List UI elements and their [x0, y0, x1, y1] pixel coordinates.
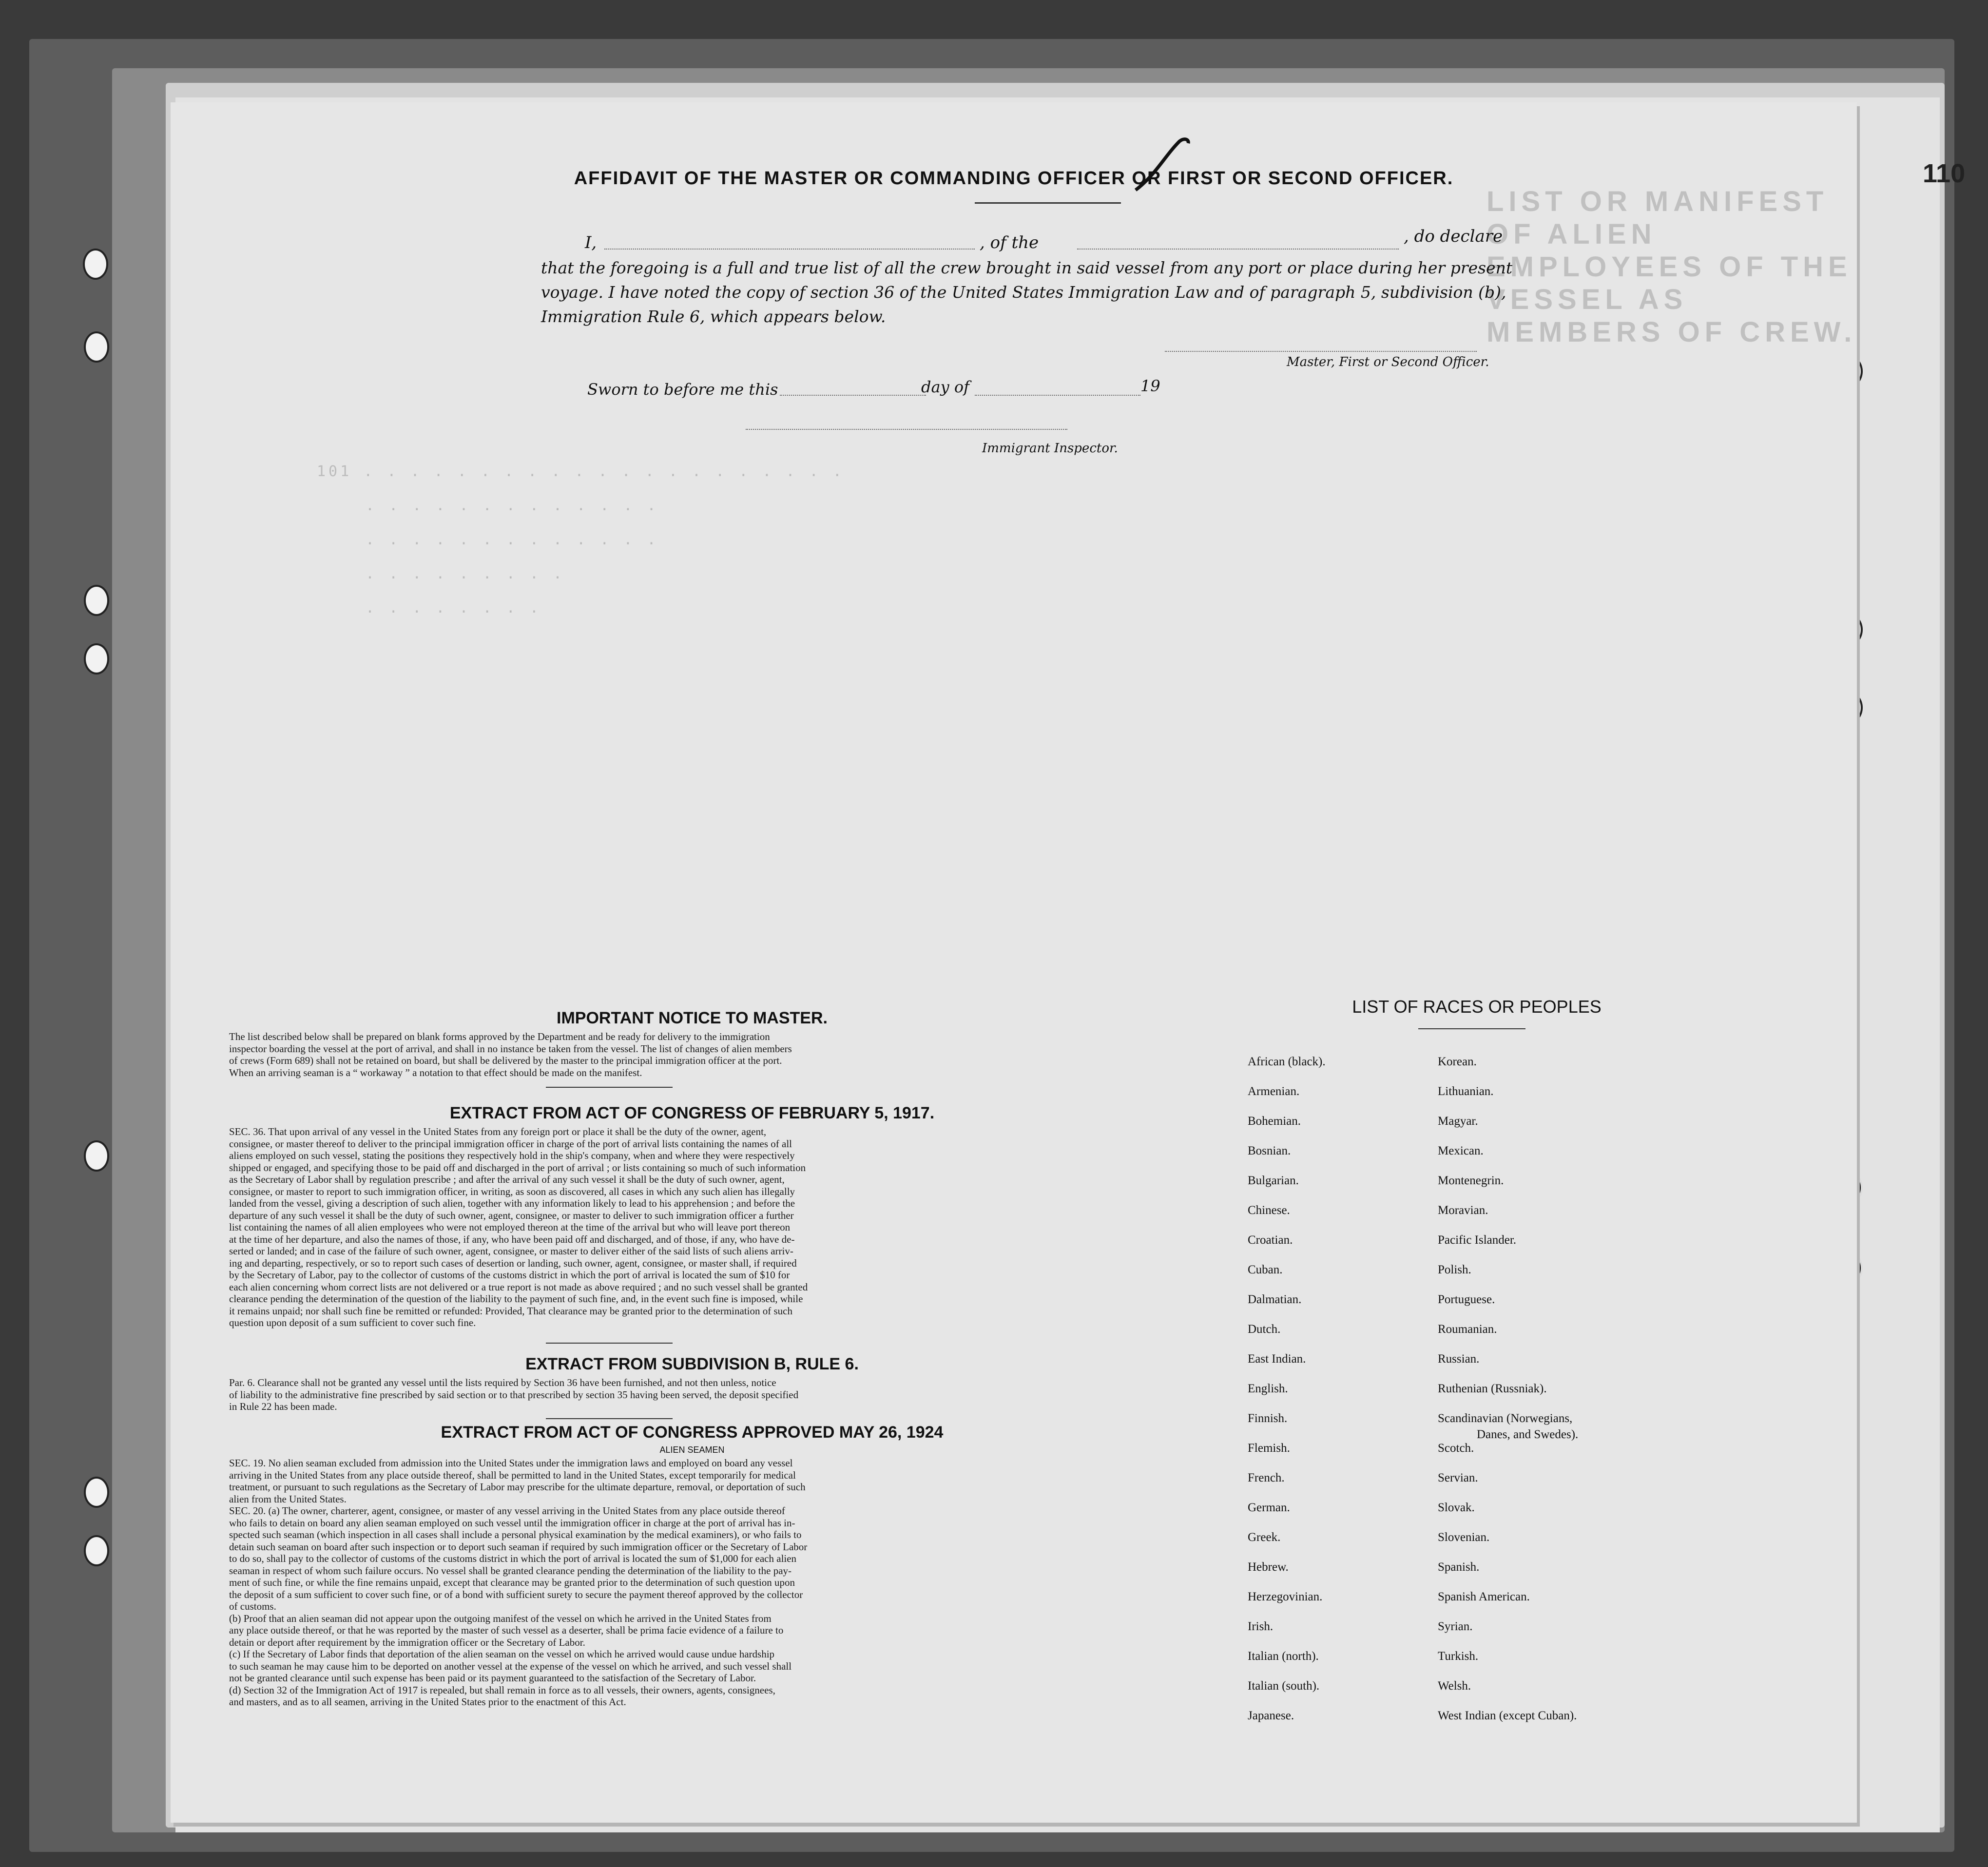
ghost-text: LIST OR MANIFEST OF ALIEN EMPLOYEES OF THE VESSEL AS MEMBERS OF CREW.: [1486, 186, 1857, 348]
sworn-month-blank: [975, 395, 1140, 396]
text-line: each alien concerning whom correct lists are not delivered or a true report is not made as above required ; and no such vessel shall be granted: [229, 1281, 808, 1293]
binder-hole-icon: [84, 331, 109, 363]
text-line: to do so, shall pay to the collector of customs of the customs district in which the port of arrival is located the sum of $1,000 for each alien: [229, 1553, 797, 1564]
binder-hole-icon: [84, 643, 109, 674]
binder-hole-icon: [84, 1477, 109, 1508]
text-line: clearance pending the determination of the question of the liability to the payment of such fine, and, in the event such fine is imposed, while: [229, 1293, 803, 1305]
race-item: Armenian.: [1248, 1085, 1300, 1098]
race-item: Bosnian.: [1248, 1144, 1291, 1157]
affidavit-i: I,: [585, 233, 597, 252]
text-line: question upon deposit of a sum sufficient to cover such fine.: [229, 1317, 476, 1328]
text-line: treatment, or pursuant to such regulations as the Secretary of Labor may prescribe for the ultimate departure, removal, or deportation of such: [229, 1481, 806, 1493]
extract-1917-body: [229, 1126, 980, 1329]
text-line: spected such seaman (which inspection in all cases shall include a personal physical examination by the medical examiners), or who fails to: [229, 1529, 802, 1540]
races-title: LIST OF RACES OR PEOPLES: [1352, 997, 1602, 1017]
binder-hole-icon: [84, 1140, 109, 1172]
race-item: Welsh.: [1438, 1679, 1471, 1693]
race-item: Servian.: [1438, 1471, 1478, 1484]
race-item: French.: [1248, 1471, 1285, 1484]
race-item: Slovak.: [1438, 1501, 1475, 1514]
text-line: seaman in respect of whom such failure occurs. No vessel shall be granted clearance pending the determination of the liability to the pay-: [229, 1564, 792, 1577]
race-item: Bulgarian.: [1248, 1174, 1299, 1187]
vessel-blank: [1077, 249, 1399, 250]
master-signature-blank: [1165, 351, 1477, 352]
race-item: Italian (south).: [1248, 1679, 1320, 1693]
name-blank: [604, 249, 975, 250]
extract-rule6-body: [229, 1377, 980, 1413]
text-line: by the Secretary of Labor, pay to the collector of customs of the customs district in which the port of arrival is located the sum of $10 for: [229, 1269, 790, 1281]
text-line: who fails to detain on board any alien seaman employed on such vessel until the immigration officer in charge at the port of arrival has in-: [229, 1517, 795, 1529]
text-line: SEC. 36. That upon arrival of any vessel in the United States from any foreign port or place it shall be the duty of the owner, agent,: [229, 1126, 767, 1137]
ghost-text: . . . . . . . . .: [366, 565, 565, 582]
sworn-day-blank: [780, 395, 926, 396]
text-line: not be granted clearance until such expense has been paid or its payment guaranteed to the satisfaction of the Secretary of Labor.: [229, 1672, 756, 1684]
race-item: Syrian.: [1438, 1620, 1473, 1633]
race-item: Flemish.: [1248, 1442, 1290, 1455]
text-line: detain or deport after requirement by the immigration officer or the Secretary of Labor.: [229, 1636, 585, 1648]
extract-1924-subtitle: ALIEN SEAMEN: [659, 1445, 725, 1455]
text-line: Par. 6. Clearance shall not be granted any vessel until the lists required by Section 36 have been furnished, and not then unless, notice: [229, 1377, 776, 1388]
race-item: African (black).: [1248, 1055, 1326, 1068]
text-line: (d) Section 32 of the Immigration Act of 1917 is repealed, but shall remain in force as to all vessels, their owners, agents, consignees,: [229, 1684, 775, 1696]
race-item: Russian.: [1438, 1352, 1480, 1366]
race-item: Roumanian.: [1438, 1323, 1497, 1336]
race-item: Danes, and Swedes).: [1477, 1428, 1579, 1441]
race-item: Cuban.: [1248, 1263, 1283, 1276]
text-line: any place outside thereof, or that he was reported by the master of such vessel as a deserter, shall be prima facie evidence of a failure to: [229, 1624, 784, 1636]
text-line: at the time of her departure, and also the names of those, if any, who have been paid off and discharged, and of those, if any, who have de-: [229, 1233, 795, 1245]
section-rule: [546, 1343, 673, 1344]
race-item: Croatian.: [1248, 1233, 1293, 1247]
race-item: German.: [1248, 1501, 1290, 1514]
text-line: detain such seaman on board after such inspection or to deport such seaman if required by such immigration officer or the Secretary of Labor: [229, 1540, 808, 1553]
text-line: of customs.: [229, 1600, 276, 1612]
race-item: Scotch.: [1438, 1442, 1474, 1455]
inspector-signature-blank: [746, 429, 1067, 430]
text-line: When an arriving seaman is a “ workaway ” a notation to that effect should be made on the manifest.: [229, 1066, 642, 1078]
affidavit-line-3: voyage. I have noted the copy of section 36 of the United States Immigration Law and of paragraph 5, subdivision (b),: [541, 283, 1506, 302]
race-item: Dutch.: [1248, 1323, 1281, 1336]
affidavit-page: [171, 102, 1857, 1823]
ghost-text: . . . . . . . . . . . . .: [366, 531, 659, 548]
race-item: Pacific Islander.: [1438, 1233, 1517, 1247]
text-line: ment of such fine, or while the fine remains unpaid, except that clearance may be granted prior to the determination of such question upon: [229, 1577, 795, 1588]
affidavit-do-declare: , do declare: [1404, 227, 1503, 246]
text-line: alien from the United States.: [229, 1493, 347, 1505]
race-item: Ruthenian (Russniak).: [1438, 1382, 1547, 1395]
race-item: Polish.: [1438, 1263, 1471, 1276]
race-item: Spanish.: [1438, 1560, 1480, 1574]
race-item: Scandinavian (Norwegians,: [1438, 1412, 1573, 1425]
extract-rule6-title: EXTRACT FROM SUBDIVISION B, RULE 6.: [525, 1355, 859, 1373]
text-line: consignee, or master thereof to deliver to the principal immigration officer in charge of the port of arrival lists containing the names of all: [229, 1137, 792, 1150]
text-line: inspector boarding the vessel at the port of arrival, and shall in no instance be taken from the vessel. The list of changes of alien members: [229, 1042, 792, 1055]
text-line: list containing the names of all alien employees who were not employed thereon at the time of the arrival but who will leave port thereon: [229, 1221, 791, 1233]
master-label: Master, First or Second Officer.: [1287, 355, 1489, 369]
binder-hole-icon: [84, 1535, 109, 1566]
text-line: SEC. 20. (a) The owner, charterer, agent, consignee, or master of any vessel arriving in the United States from any place outside thereof: [229, 1505, 785, 1517]
section-rule: [546, 1418, 673, 1419]
affidavit-line-4: Immigration Rule 6, which appears below.: [541, 307, 886, 326]
race-item: Mexican.: [1438, 1144, 1484, 1157]
race-item: Magyar.: [1438, 1115, 1478, 1128]
ghost-text: . . . . . . . .: [366, 599, 541, 616]
race-item: Montenegrin.: [1438, 1174, 1504, 1187]
section-rule: [546, 1087, 673, 1088]
affidavit-of-the: , of the: [980, 233, 1039, 252]
race-item: Herzegovinian.: [1248, 1590, 1323, 1603]
page-number-stamp: 110: [1923, 159, 1966, 188]
race-item: Greek.: [1248, 1531, 1281, 1544]
text-line: to such seaman he may cause him to be deported on another vessel at the expense of the vessel on which he arrived, and such vessel shall: [229, 1660, 792, 1672]
text-line: The list described below shall be prepared on blank forms approved by the Department and be ready for delivery to the immigration: [229, 1031, 770, 1042]
race-item: Moravian.: [1438, 1204, 1488, 1217]
text-line: it remains unpaid; nor shall such fine be remitted or refunded: Provided, That clearance may be granted prior to the determination of such: [229, 1305, 792, 1317]
race-item: Japanese.: [1248, 1709, 1294, 1722]
notice-body: [229, 1031, 980, 1078]
text-line: the deposit of a sum sufficient to cover such fine, or of a bond with sufficient surety to secure the payment thereof approved by the collector: [229, 1588, 803, 1600]
races-rule: [1418, 1028, 1525, 1029]
race-item: Italian (north).: [1248, 1650, 1319, 1663]
notice-title: IMPORTANT NOTICE TO MASTER.: [557, 1009, 828, 1027]
text-line: (b) Proof that an alien seaman did not appear upon the outgoing manifest of the vessel on which he arrived in the United States from: [229, 1612, 772, 1624]
inspector-label: Immigrant Inspector.: [982, 441, 1118, 456]
race-item: Chinese.: [1248, 1204, 1290, 1217]
race-item: Bohemian.: [1248, 1115, 1301, 1128]
sworn-day-of: day of: [921, 378, 969, 396]
binder-hole-icon: [83, 249, 108, 280]
race-item: Slovenian.: [1438, 1531, 1490, 1544]
race-item: English.: [1248, 1382, 1288, 1395]
race-item: Irish.: [1248, 1620, 1274, 1633]
race-item: Turkish.: [1438, 1650, 1479, 1663]
race-item: Dalmatian.: [1248, 1293, 1302, 1306]
extract-1924-body: [229, 1457, 980, 1708]
text-line: ing and departing, respectively, or so to report such cases of desertion or landing, such owner, agent, consignee, or master shall, if required: [229, 1257, 797, 1269]
text-line: consignee, or master to report to such immigration officer, in writing, as soon as discovered, all cases in which any such alien has illegally: [229, 1185, 795, 1197]
sworn-prefix: Sworn to before me this: [587, 380, 778, 399]
affidavit-title: AFFIDAVIT OF THE MASTER OR COMMANDING OFFICER OR FIRST OR SECOND OFFICER.: [574, 168, 1454, 189]
text-line: as the Secretary of Labor shall by regulation prescribe ; and after the arrival of any such vessel it shall be the duty of such owner, agent,: [229, 1174, 785, 1185]
text-line: in Rule 22 has been made.: [229, 1401, 337, 1412]
title-rule: [975, 202, 1121, 204]
race-item: Hebrew.: [1248, 1560, 1289, 1574]
text-line: shipped or engaged, and specifying those to be paid off and discharged in the port of arrival ; or lists containing so much of such information: [229, 1161, 806, 1174]
text-line: of liability to the administrative fine prescribed by said section or to that prescribed by section 35 having been served, the deposit specified: [229, 1388, 799, 1401]
text-line: SEC. 19. No alien seaman excluded from admission into the United States under the immigration laws and employed on board any vessel: [229, 1457, 793, 1469]
text-line: arriving in the United States from any place outside thereof, shall be permitted to land in the United States, except temporarily for medical: [229, 1469, 796, 1481]
text-line: aliens employed on such vessel, stating the positions they respectively hold in the ship's company, when and where they were respectively: [229, 1150, 795, 1161]
race-item: Finnish.: [1248, 1412, 1288, 1425]
extract-1924-title: EXTRACT FROM ACT OF CONGRESS APPROVED MAY 26, 1924: [441, 1423, 944, 1442]
race-item: Lithuanian.: [1438, 1085, 1494, 1098]
race-item: Portuguese.: [1438, 1293, 1495, 1306]
race-item: Korean.: [1438, 1055, 1477, 1068]
text-line: and masters, and as to all seamen, arriving in the United States prior to the enactment of this Act.: [229, 1696, 626, 1708]
affidavit-line-2: that the foregoing is a full and true list of all the crew brought in said vessel from any port or place during her present: [541, 258, 1513, 277]
race-item: Spanish American.: [1438, 1590, 1530, 1603]
ghost-text: . . . . . . . . . . . . .: [366, 497, 659, 514]
race-item: West Indian (except Cuban).: [1438, 1709, 1577, 1722]
extract-1917-title: EXTRACT FROM ACT OF CONGRESS OF FEBRUARY 5, 1917.: [449, 1104, 935, 1122]
text-line: departure of any such vessel it shall be the duty of such owner, agent, consignee, or master to deliver to such immigration officer a further: [229, 1209, 794, 1221]
race-item: East Indian.: [1248, 1352, 1306, 1366]
check-mark-icon: [1126, 136, 1194, 195]
text-line: (c) If the Secretary of Labor finds that deportation of the alien seaman on the vessel on which he arrived would cause undue hardship: [229, 1648, 775, 1660]
text-line: landed from the vessel, giving a description of such alien, together with any information likely to lead to his apprehension ; and before the: [229, 1197, 795, 1209]
binder-hole-icon: [84, 585, 109, 616]
ghost-text: 101 . . . . . . . . . . . . . . . . . . . . .: [317, 463, 845, 480]
sworn-year: 19: [1140, 377, 1160, 395]
text-line: of crews (Form 689) shall not be retained on board, but shall be delivered by the master to the principal immigration officer at the port.: [229, 1055, 782, 1066]
text-line: serted or landed; and in case of the failure of such owner, agent, consignee, or master to deliver either of the said lists of such aliens arriv-: [229, 1245, 793, 1257]
